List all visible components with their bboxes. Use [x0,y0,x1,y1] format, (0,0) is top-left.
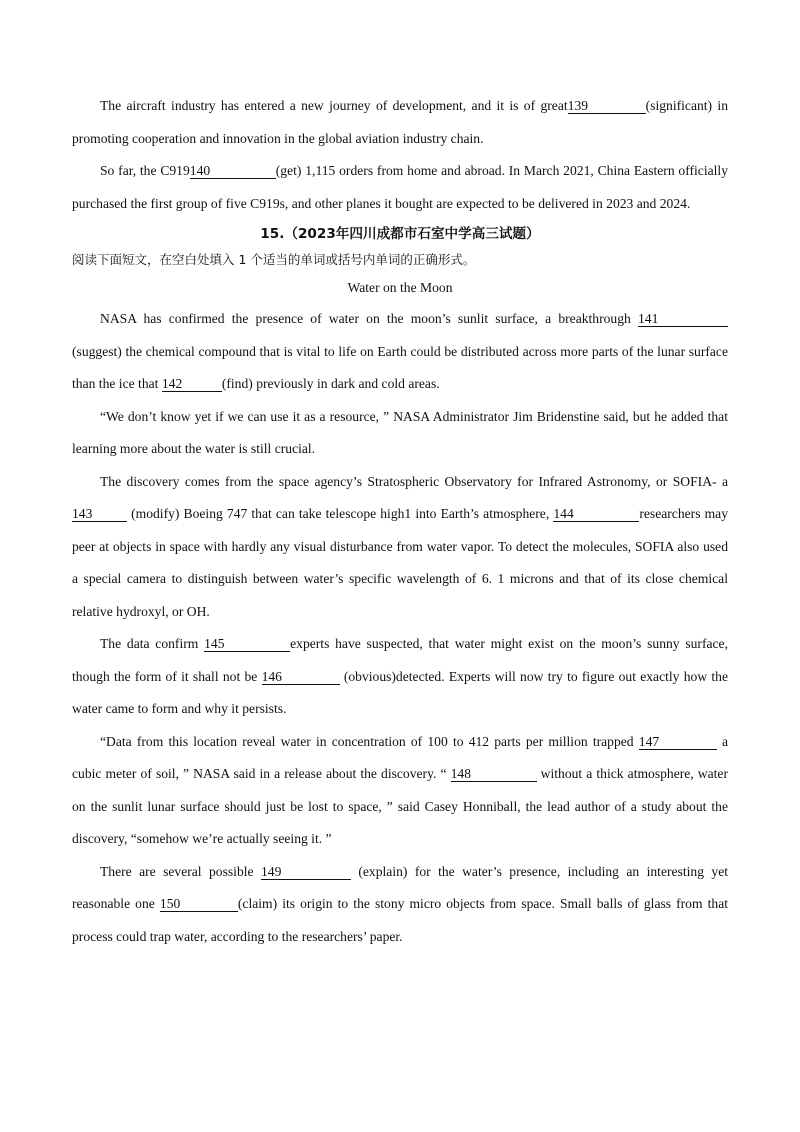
paragraph-concentration [72,726,728,856]
answer-blank-142[interactable]: 142 [162,376,222,392]
answer-blank-145[interactable]: 145 [204,636,290,652]
answer-blank-140[interactable]: 140 [190,163,276,179]
paragraph-text: (significant) in promoting cooperation and innovation in the global aviation industry chain. [72,98,728,146]
paragraph-text: (claim) its origin to the stony micro objects from space. Small balls of glass from that process could trap water, according to the researchers’ paper. [72,896,729,944]
paragraph-text: (modify) Boeing 747 that can take telescope high1 into Earth’s atmosphere, [127,506,554,521]
answer-blank-150[interactable]: 150 [160,896,238,912]
paragraph-text: (find) previously in dark and cold areas. [221,376,440,391]
answer-blank-147[interactable]: 147 [639,734,717,750]
paragraph-sofia [72,466,728,629]
paragraph-nasa [72,303,728,401]
paragraph-text: The data confirm [100,636,205,651]
paragraph-text: researchers may peer at objects in space with hardly any visual disturbance from water vapor. To detect the molecules, SOFIA also used a special camera to distinguish between water’s specific wavelength of 6. 1 microns and that of its close chemical relative hydroxyl, or OH. [72,506,728,619]
paragraph-text: So far, the C919 [100,163,190,178]
document-page [72,90,728,953]
paragraph-text: (obvious)detected. Experts will now try to figure out exactly how the water came to form and why it persists. [72,668,728,716]
paragraph-text: The aircraft industry has entered a new journey of development, and it is of great [100,98,568,113]
paragraph-text: experts have suspected, that water might exist on the moon’s sunny surface, though the form of it shall not be [72,636,728,684]
paragraph-text: without a thick atmosphere, water on the sunlit lunar surface should just be lost to space, ” said Casey Honniball, the lead author of a study about the discovery, “somehow we’re actually seeing it. ” [72,766,728,846]
answer-blank-143[interactable]: 143 [72,506,127,522]
paragraph-text: “Data from this location reveal water in concentration of 100 to 412 parts per million trapped [100,733,639,749]
answer-blank-146[interactable]: 146 [262,669,340,685]
paragraph-quote: “We don’t know yet if we can use it as a resource, ” NASA Administrator Jim Bridenstine said, but he added that learning more about the water is still crucial. [72,408,728,456]
paragraph-text: The discovery comes from the space agency’s Stratospheric Observatory for Infrared Astronomy, or SOFIA- a [100,473,728,489]
passage-title: Water on the Moon [347,280,453,295]
answer-blank-141[interactable]: 141 [638,311,728,327]
question-heading: 15.（2023年四川成都市石室中学高三试题） [260,226,540,242]
answer-blank-148[interactable]: 148 [451,766,537,782]
paragraph-text: (suggest) the chemical compound that is vital to life on Earth could be distributed across more parts of the lunar surface than the ice that [72,343,728,391]
paragraph-c919 [72,155,728,220]
paragraph-text: a cubic meter of soil, ” NASA said in a release about the discovery. “ [72,733,729,781]
answer-blank-144[interactable]: 144 [553,506,639,522]
answer-blank-149[interactable]: 149 [261,864,351,880]
paragraph-text: There are several possible [100,863,261,879]
instruction-text: 阅读下面短文，在空白处填入 1 个适当的单词或括号内单词的正确形式。 [72,252,476,267]
paragraph-text: NASA has confirmed the presence of water on the moon’s sunlit surface, a breakthrough [100,311,638,326]
paragraph-data-confirm [72,628,728,726]
answer-blank-139[interactable]: 139 [568,98,646,114]
paragraph-text: (get) 1,115 orders from home and abroad. In March 2021, China Eastern officially purchased the first group of five C919s, and other planes it bought are expected to be delivered in 2023 and 2024. [72,163,728,211]
paragraph-significant [72,90,728,155]
paragraph-text: (explain) for the water’s presence, including an interesting yet reasonable one [72,863,729,911]
paragraph-explanations [72,856,728,954]
